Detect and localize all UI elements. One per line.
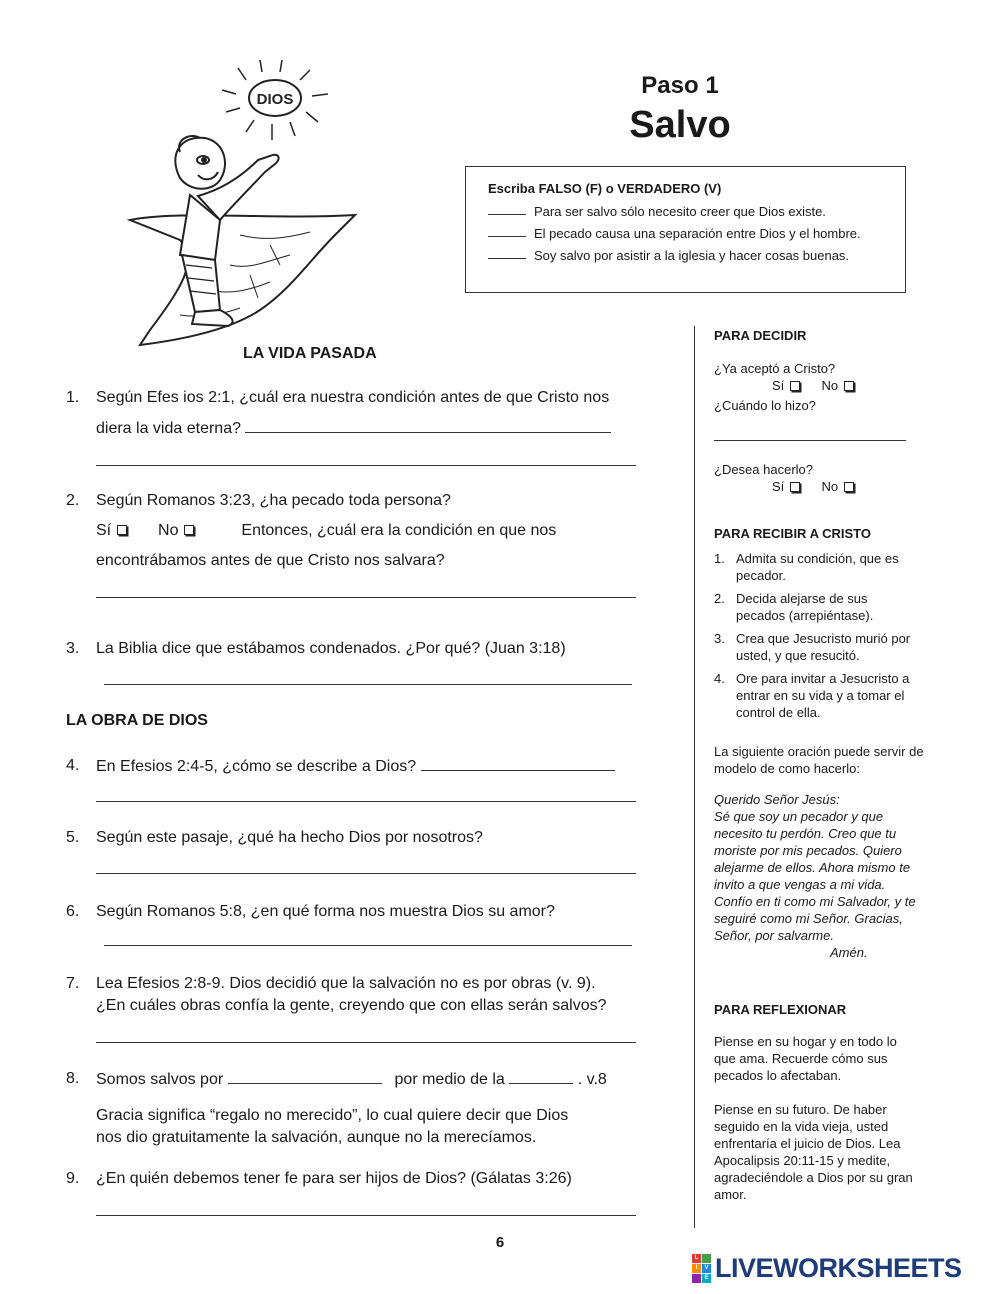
section-heading-past-life: LA VIDA PASADA: [243, 345, 377, 362]
sidebar-decide: [714, 327, 929, 495]
question-9: [66, 1168, 646, 1190]
prayer-intro: La siguiente oración puede servir de modelo de como hacerlo:: [714, 744, 924, 776]
grace-note: nos dio gratuitamente la salvación, aunque no la merecíamos.: [96, 1129, 537, 1146]
question-text: La Biblia dice que estábamos condenados. ¿Por qué? (Juan 3:18): [96, 640, 566, 657]
question-7: [66, 973, 646, 1017]
page-title: Salvo: [629, 104, 731, 146]
question-number: 4.: [66, 757, 80, 774]
question-text: En Efesios 2:4-5, ¿cómo se describe a Dios?: [96, 758, 417, 775]
true-false-item: [488, 245, 905, 267]
question-text: Según Romanos 5:8, ¿en qué forma nos muestra Dios su amor?: [96, 903, 555, 920]
question-6: [66, 901, 646, 923]
answer-line[interactable]: [96, 1042, 636, 1043]
grace-note: Gracia significa “regalo no merecido”, lo cual quiere decir que Dios: [96, 1107, 569, 1124]
question-text: Según Romanos 3:23, ¿ha pecado toda persona?: [96, 492, 451, 509]
yes-checkbox[interactable]: [117, 525, 127, 535]
no-checkbox[interactable]: [184, 525, 194, 535]
sidebar-heading: PARA REFLEXIONAR: [714, 1002, 847, 1017]
reflect-paragraph: Piense en su futuro. De haber seguido en la vida vieja, usted enfrentaría el juicio de Dios. Lea Apocalipsis 20:11-15 y medite, agradeciéndole a Dios por su gran amor.: [714, 1102, 913, 1202]
reflect-paragraph: Piense en su hogar y en todo lo que ama. Recuerde cómo sus pecados lo afectaban.: [714, 1034, 897, 1083]
true-false-instruction: Escriba FALSO (F) o VERDADERO (V): [488, 181, 722, 196]
answer-line[interactable]: [714, 440, 906, 441]
yes-checkbox[interactable]: [790, 381, 800, 391]
question-2: [66, 490, 646, 572]
question-3: [66, 638, 646, 660]
question-text: por medio de la: [394, 1071, 505, 1088]
sidebar-receive: [714, 525, 929, 961]
answer-blank[interactable]: [488, 201, 526, 215]
no-checkbox[interactable]: [844, 381, 854, 391]
sidebar-reflect: [714, 1001, 929, 1203]
answer-blank[interactable]: [488, 223, 526, 237]
answer-blank[interactable]: [488, 245, 526, 259]
answer-blank[interactable]: [509, 1068, 573, 1084]
logo-blocks-icon: L I V E: [692, 1254, 711, 1283]
question-8: [66, 1068, 646, 1149]
question-1: [66, 387, 646, 440]
answer-line[interactable]: [104, 945, 632, 946]
question-number: 6.: [66, 903, 80, 920]
list-item: 2. Decida alejarse de sus pecados (arrepiéntase).: [714, 591, 874, 623]
yes-label: Sí: [772, 378, 785, 393]
question-number: 7.: [66, 975, 80, 992]
question-4: [66, 755, 646, 778]
cliff: [130, 215, 355, 345]
question-text: . v.8: [577, 1071, 607, 1088]
sidebar-question: ¿Desea hacerlo?: [714, 462, 813, 477]
no-label: No: [821, 479, 839, 494]
section-heading-gods-work: LA OBRA DE DIOS: [66, 712, 208, 729]
answer-line[interactable]: [96, 597, 636, 598]
prayer-greeting: Querido Señor Jesús:: [714, 792, 840, 807]
prayer-amen: Amén.: [830, 945, 868, 960]
answer-blank[interactable]: [421, 755, 615, 771]
sidebar-heading: PARA DECIDIR: [714, 328, 807, 343]
steps-list: [714, 550, 929, 721]
question-text: ¿En quién debemos tener fe para ser hijos de Dios? (Gálatas 3:26): [96, 1170, 572, 1187]
question-number: 5.: [66, 829, 80, 846]
yes-checkbox[interactable]: [790, 482, 800, 492]
answer-line[interactable]: [96, 873, 636, 874]
question-number: 1.: [66, 389, 80, 406]
question-number: 2.: [66, 492, 80, 509]
answer-line[interactable]: [96, 465, 636, 466]
yes-label: Sí: [96, 522, 112, 539]
true-false-item: [488, 223, 905, 245]
question-5: [66, 827, 646, 849]
yes-label: Sí: [772, 479, 785, 494]
answer-line[interactable]: [96, 801, 636, 802]
no-checkbox[interactable]: [844, 482, 854, 492]
true-false-statement: Para ser salvo sólo necesito creer que Dios existe.: [534, 204, 826, 219]
no-label: No: [158, 522, 179, 539]
no-label: No: [821, 378, 839, 393]
answer-blank[interactable]: [228, 1068, 382, 1084]
question-text: encontrábamos antes de que Cristo nos salvara?: [96, 552, 445, 569]
question-text: diera la vida eterna?: [96, 420, 241, 437]
list-item: 1. Admita su condición, que es pecador.: [714, 551, 899, 583]
question-number: 3.: [66, 640, 80, 657]
question-text: Lea Efesios 2:8-9. Dios decidió que la salvación no es por obras (v. 9).: [96, 975, 596, 992]
man-reaching-to-god-illustration: [120, 60, 380, 350]
question-number: 8.: [66, 1070, 80, 1087]
step-label: Paso 1: [641, 72, 719, 99]
true-false-statement: El pecado causa una separación entre Dios y el hombre.: [534, 226, 861, 241]
true-false-item: [488, 201, 905, 223]
sidebar-divider: [694, 326, 695, 1228]
question-text: Según Efes ios 2:1, ¿cuál era nuestra condición antes de que Cristo nos: [96, 389, 610, 406]
list-item: 4. Ore para invitar a Jesucristo a entrar en su vida y a tomar el control de ella.: [714, 671, 910, 720]
prayer-body: Sé que soy un pecador y que necesito tu perdón. Creo que tu moriste por mis pecados. Quiero alejarme de ellos. Ahora mismo te invito a que vengas a mi vida. Confío en ti como mi Salvador, y te seguiré como mi Señor. Gracias, Señor, por salvarme.: [714, 809, 916, 943]
question-number: 9.: [66, 1170, 80, 1187]
sun-label: DIOS: [256, 91, 294, 108]
question-text: Somos salvos por: [96, 1071, 224, 1088]
sidebar-question: ¿Cuándo lo hizo?: [714, 398, 816, 413]
brand-name: LIVEWORKSHEETS: [715, 1252, 962, 1283]
sidebar-heading: PARA RECIBIR A CRISTO: [714, 526, 871, 541]
question-text: Entonces, ¿cuál era la condición en que nos: [241, 522, 557, 539]
true-false-box: [465, 166, 906, 293]
answer-blank[interactable]: [245, 417, 611, 433]
sidebar-question: ¿Ya aceptó a Cristo?: [714, 361, 836, 376]
answer-line[interactable]: [96, 1215, 636, 1216]
question-text: Según este pasaje, ¿qué ha hecho Dios por nosotros?: [96, 829, 483, 846]
question-text: ¿En cuáles obras confía la gente, creyendo que con ellas serán salvos?: [96, 997, 607, 1014]
answer-line[interactable]: [104, 684, 632, 685]
list-item: 3. Crea que Jesucristo murió por usted, y que resucitó.: [714, 631, 911, 663]
liveworksheets-logo: [692, 1252, 962, 1284]
page-number: 6: [495, 1234, 505, 1251]
true-false-statement: Soy salvo por asistir a la iglesia y hacer cosas buenas.: [534, 248, 850, 263]
